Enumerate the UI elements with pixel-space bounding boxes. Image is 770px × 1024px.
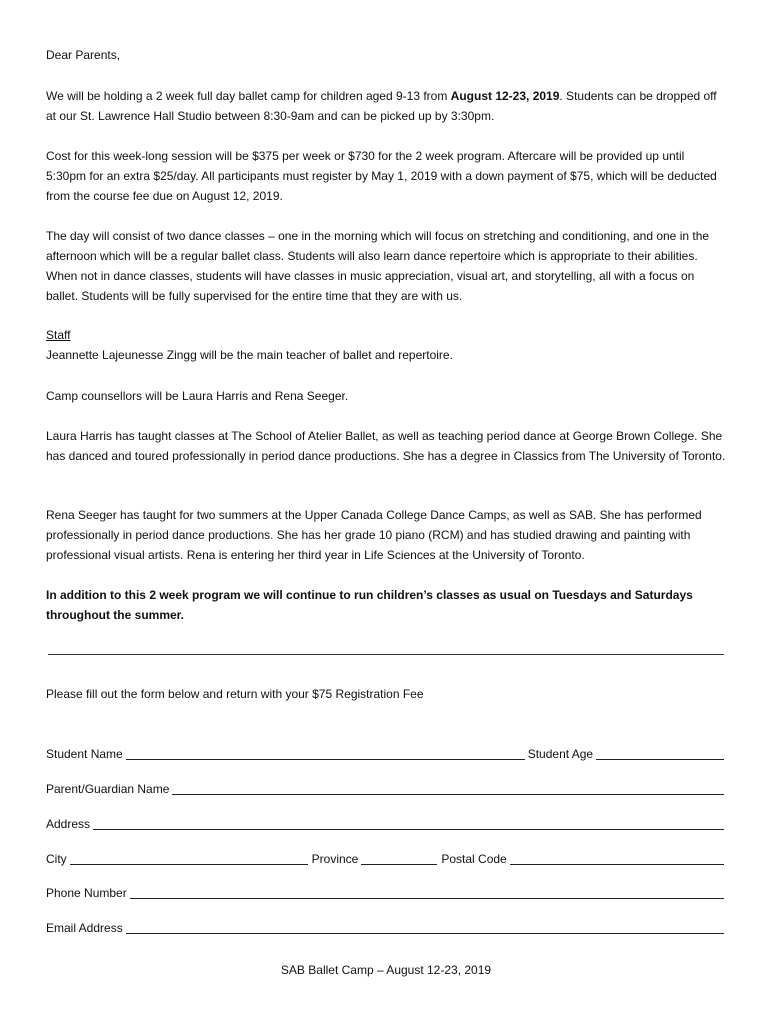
email-label: Email Address <box>46 921 123 935</box>
greeting: Dear Parents, <box>46 48 121 62</box>
intro-text-b: . Students can be dropped off at our St. Lawrence Hall Studio between 8:30-9am and can be picked up by 3:30pm. <box>46 89 717 123</box>
cost-paragraph: Cost for this week-long session will be $375 per week or $730 for the 2 week program. Aftercare will be provided up until 5:30pm for an extra $25/day. All participants must register by May 1, 2019 with a down payment of $75, which will be deducted from the course fee due on August 12, 2019. <box>46 149 717 203</box>
phone-field[interactable] <box>130 884 724 899</box>
postal-code-field[interactable] <box>510 850 724 865</box>
student-age-label: Student Age <box>527 747 594 761</box>
address-row <box>46 814 724 834</box>
city-field[interactable] <box>70 850 308 865</box>
parent-name-label: Parent/Guardian Name <box>46 782 170 796</box>
form-intro: Please fill out the form below and return with your $75 Registration Fee <box>46 687 424 701</box>
laura-bio: Laura Harris has taught classes at The School of Atelier Ballet, as well as teaching period dance at George Brown College. She has danced and toured professionally in period dance productions. She has a degree in Classics from The University of Toronto. <box>46 429 726 463</box>
student-age-field[interactable] <box>596 745 724 760</box>
address-label: Address <box>46 817 91 831</box>
address-field[interactable] <box>93 815 724 830</box>
parent-name-field[interactable] <box>172 780 724 795</box>
province-field[interactable] <box>361 850 437 865</box>
counsellors-line: Camp counsellors will be Laura Harris and Rena Seeger. <box>46 389 349 403</box>
email-field[interactable] <box>126 919 724 934</box>
email-row <box>46 918 724 938</box>
province-label: Province <box>311 852 359 866</box>
schedule-paragraph: The day will consist of two dance classes – one in the morning which will focus on stretching and conditioning, and one in the afternoon which will be a regular ballet class. Students will also learn dance repertoire which is appropriate to their abilities. When not in dance classes, students will have classes in music appreciation, visual art, and storytelling, all with a focus on ballet. Students will be fully supervised for the entire time that they are with us. <box>46 229 710 303</box>
phone-label: Phone Number <box>46 886 127 900</box>
intro-paragraph <box>46 86 726 126</box>
intro-text-a: We will be holding a 2 week full day ballet camp for children aged 9-13 from <box>46 89 451 103</box>
phone-row <box>46 883 724 903</box>
staff-teacher: Jeannette Lajeunesse Zingg will be the main teacher of ballet and repertoire. <box>46 348 453 362</box>
student-row <box>46 744 724 764</box>
staff-heading: Staff <box>46 328 71 342</box>
rena-bio: Rena Seeger has taught for two summers at the Upper Canada College Dance Camps, as well as SAB. She has performed professionally in period dance productions. She has her grade 10 piano (RCM) and has studied drawing and painting with professional visual artists. Rena is entering her third year in Life Sciences at the University of Toronto. <box>46 508 702 562</box>
city-row <box>46 849 724 869</box>
parent-row <box>46 779 724 799</box>
city-label: City <box>46 852 67 866</box>
page-footer: SAB Ballet Camp – August 12-23, 2019 <box>280 963 492 977</box>
summer-classes-note: In addition to this 2 week program we will continue to run children’s classes as usual on Tuesdays and Saturdays throughout the summer. <box>46 588 693 622</box>
student-name-label: Student Name <box>46 747 123 761</box>
student-name-field[interactable] <box>126 745 525 760</box>
section-divider <box>48 654 724 655</box>
postal-code-label: Postal Code <box>441 852 507 866</box>
camp-dates: August 12-23, 2019 <box>450 89 560 103</box>
